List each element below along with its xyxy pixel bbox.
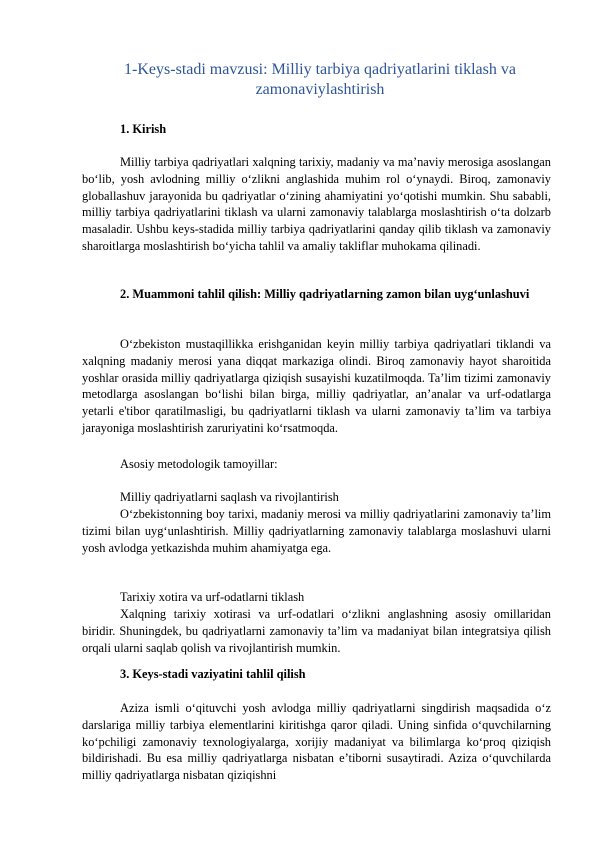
paragraph-preserve-values: O‘zbekistonning boy tarixi, madaniy merosi va milliy qadriyatlarini zamonaviy ta’lim tizimi bilan uyg‘unlashtirish. Milliy qadriyatlarning zamonaviy talablarga moslashuvi ularni yosh avlodga yetkazishda muhim ahamiyatga ega. [82,507,551,555]
principle-title-preserve-values: Milliy qadriyatlarni saqlash va rivojlantirish [120,490,339,504]
document-title: 1-Keys-stadi mavzusi: Milliy tarbiya qadriyatlarini tiklash va zamonaviylashtirish [124,61,516,98]
paragraph-problem-analysis: O‘zbekiston mustaqillikka erishganidan keyin milliy tarbiya qadriyatlari tiklandi va xalqning madaniy merosi yana diqqat markaziga olindi. Biroq zamonaviy hayot sharoitida yoshlar orasida milliy qadriyatlarga qiziqish susayishi kuzatilmoqda. Ta’lim tizimi zamonaviy metodlarga asoslangan bo‘lishi bilan birga, milliy qadriyatlar, an’analar va urf-odatlarga yetarli e'tibor qaratilmasligi, bu qadriyatlarni tiklash va ularni zamonaviy ta’lim va tarbiya jarayoniga moslashtirish zaruriyatini ko‘rsatmoqda. [82,337,551,435]
paragraph-case-analysis: Aziza ismli o‘qituvchi yosh avlodga milliy qadriyatlarni singdirish maqsadida o‘z darslariga milliy tarbiya elementlarini kiritishga qaror qiladi. Uning sinfida o‘quvchilarning ko‘pchiligi zamonaviy texnologiyalarga, xorijiy madaniyat va bilimlarga ko‘proq qiziqish bildirishadi. Bu esa milliy qadriyatlarga nisbatan e’tiborni susaytiradi. Aziza o‘quvchilarda milliy qadriyatlarga nisbatan qiziqishni [82,701,551,783]
section-heading-introduction: 1. Kirish [120,122,167,136]
paragraph-historical-memory: Xalqning tarixiy xotirasi va urf-odatlari o‘zlikni anglashning asosiy omillaridan biridir. Shuningdek, bu qadriyatlarni zamonaviy ta’lim va madaniyat bilan integratsiya qilish orqali ularni saqlab qolish va rivojlantirish mumkin. [82,607,551,655]
principle-title-historical-memory: Tarixiy xotira va urf-odatlarni tiklash [120,590,305,604]
methodology-label: Asosiy metodologik tamoyillar: [120,457,278,471]
section-heading-problem-analysis: 2. Muammoni tahlil qilish: Milliy qadriyatlarning zamon bilan uyg‘unlashuvi [120,287,530,301]
paragraph-introduction: Milliy tarbiya qadriyatlari xalqning tarixiy, madaniy va ma’naviy merosiga asoslangan bo‘lib, yosh avlodning milliy o‘zlikni anglashida muhim rol o‘ynaydi. Biroq, zamonaviy globallashuv jarayonida bu qadriyatlar o‘zining ahamiyatini yo‘qotishi mumkin. Shu sababli, milliy tarbiya qadriyatlarini tiklash va ularni zamonaviy talablarga moslashtirish o‘ta dolzarb masaladir. Ushbu keys-stadida milliy tarbiya qadriyatlarini qanday qilib tiklash va zamonaviy sharoitlarga moslashtirish bo‘yicha tahlil va amaliy takliflar muhokama qilinadi. [82,155,551,253]
section-heading-case-analysis: 3. Keys-stadi vaziyatini tahlil qilish [120,667,306,681]
